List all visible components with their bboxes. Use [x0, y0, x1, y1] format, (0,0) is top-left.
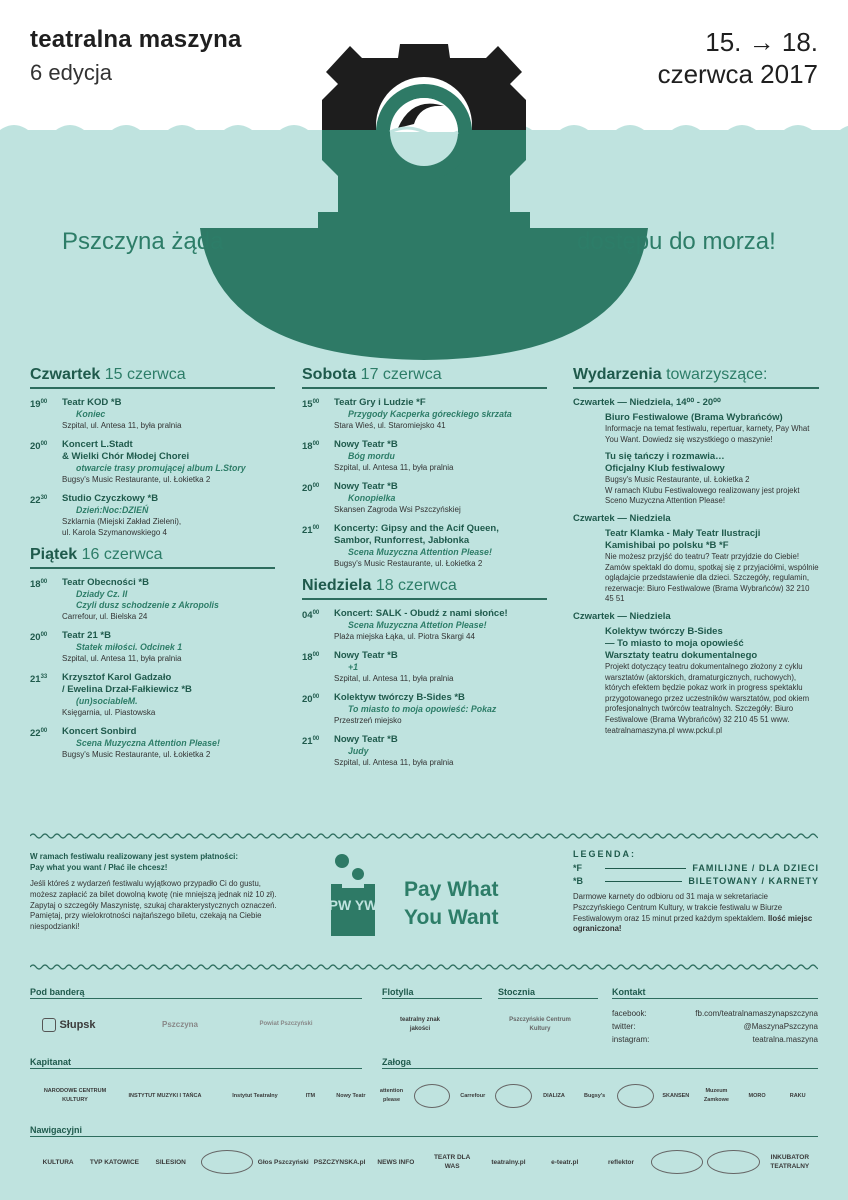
side-section-2: Czwartek — Niedziela [573, 512, 671, 524]
sponsor-logo [707, 1150, 759, 1174]
event-item [302, 692, 547, 726]
event-name: Nowy Teatr *B [334, 650, 398, 661]
side-block-title: Teatr Klamka - Mały Teatr Ilustracji Kamishibai po polsku *B *F [605, 527, 761, 551]
sponsor-heading: Załoga [382, 1057, 412, 1067]
sponsor-heading: Kapitanat [30, 1057, 72, 1067]
pay-info [30, 851, 280, 933]
dates-line2: czerwca 2017 [657, 59, 818, 89]
event-name: Studio Czyczkowy *B [62, 493, 159, 504]
sponsor-logo: Instytut Teatralny [232, 1092, 278, 1099]
event-name: Kolektyw twórczy B-Sides *B [334, 692, 465, 703]
sponsor-heading: Nawigacyjni [30, 1125, 83, 1135]
event-subtitle: Scena Muzyczna Attetion Please! [348, 620, 487, 630]
sponsor-logo [617, 1084, 654, 1108]
sponsor-logo: Nowy Teatr [336, 1092, 366, 1099]
day-name: Czwartek [30, 366, 101, 383]
contact-list [612, 1007, 818, 1046]
logo-pszczyna: Pszczyna [161, 1019, 199, 1029]
event-place: Plaża miejska Łąka, ul. Piotra Skargi 44 [334, 632, 475, 641]
sponsor-logo: INSTYTUT MUZYKI I TAŃCA [128, 1092, 202, 1099]
event-subtitle: Statek miłości. Odcinek 1 [76, 642, 183, 652]
event-time: $20^{00}$ [30, 632, 48, 644]
event-time: $18^{00}$ [30, 579, 48, 591]
sponsor-logo: SILESION [155, 1158, 186, 1166]
side-block-title: Kolektyw twórczy B-Sides — To miasto to moja opowieść Warsztaty teatru dokumentalnego [605, 625, 758, 661]
sponsor-logo: e-teatr.pl [551, 1158, 579, 1166]
legend-row-f [573, 863, 819, 873]
event-time: $20^{00}$ [302, 483, 320, 495]
event-place: Szklarnia (Miejski Zakład Zieleni), ul. Karola Szymanowskiego 4 [62, 517, 182, 537]
contact-twitter: twitter: @MaszynaPszczyna [612, 1022, 818, 1031]
sponsor-logo: ITM [305, 1092, 316, 1099]
event-place: Bugsy's Music Restaurante, ul. Łokietka 2 [62, 750, 211, 759]
sponsor-heading: Kontakt [612, 987, 646, 997]
edition: 6 edycja [30, 60, 112, 85]
sponsor-heading: Flotylla [382, 987, 414, 997]
side-heading [573, 366, 819, 389]
festival-title: teatralna maszyna [30, 26, 242, 53]
event-name: Koncert Sonbird [62, 726, 137, 737]
day-date: 17 czerwca [360, 366, 442, 383]
side-block-title: Tu się tańczy i rozmawia… Oficjalny Klub festiwalowy [605, 451, 725, 475]
saturday-events [302, 397, 547, 569]
event-item [30, 397, 275, 431]
legend-heading: LEGENDA: [573, 849, 636, 859]
sponsor-logo [651, 1150, 703, 1174]
event-time: $21^{00}$ [302, 736, 320, 748]
pwyw-line2: You Want [404, 906, 499, 929]
event-name: Koncerty: Gipsy and the Acif Queen, Sambor, Runforrest, Jabłonka [334, 523, 499, 546]
slogan-left: Pszczyna żąda [62, 228, 224, 255]
event-place: Szpital, ul. Antesa 11, była pralnia [334, 463, 454, 472]
day-name: Niedziela [302, 577, 372, 594]
event-time: $04^{00}$ [302, 610, 320, 622]
event-item [302, 608, 547, 642]
event-subtitle: Judy [348, 746, 369, 756]
day-date: 16 czerwca [81, 546, 163, 563]
legend-desc [573, 892, 819, 935]
twitter-link[interactable]: @MaszynaPszczyna [743, 1022, 818, 1031]
sponsor-logo: RAKU [789, 1092, 806, 1099]
event-place: Szpital, ul. Antesa 11, była pralnia [334, 758, 454, 767]
schedule-col-1 [30, 366, 275, 768]
sponsor-logo: KULTURA [42, 1158, 74, 1166]
event-time: $19^{00}$ [30, 399, 48, 411]
legend-row-b [573, 876, 819, 886]
event-place: Bugsy's Music Restaurante, ul. Łokietka 2 [334, 559, 483, 568]
wave-divider [30, 963, 818, 971]
logo-teatralny-znak: teatralny znak jakości [399, 1017, 441, 1032]
festival-dates [658, 26, 818, 90]
side-block-2 [573, 451, 819, 507]
slogan-right: dostępu do morza! [577, 228, 776, 255]
event-name: Teatr KOD *B [62, 397, 122, 408]
event-item [302, 650, 547, 684]
legend-desc-text: Darmowe karnety do odbioru od 31 maja w sekretariacie Pszczyńskiego Centrum Kultury, w trakcie festiwalu w Biurze Festiwalowym oraz 15 minut przed każdym spektaklem. [573, 892, 783, 923]
event-place: Przestrzeń miejsko [334, 716, 402, 725]
legend-value: BILETOWANY / KARNETY [688, 876, 819, 886]
pay-bold: W ramach festiwalu realizowany jest system płatności: Pay what you want / Płać ile chcesz! [30, 852, 239, 872]
day-name: Piątek [30, 546, 78, 563]
side-section-3: Czwartek — Niedziela [573, 610, 671, 622]
day-heading-friday [30, 546, 275, 569]
event-place: Bugsy's Music Restaurante, ul. Łokietka 2 [62, 475, 211, 484]
event-place: Szpital, ul. Antesa 11, była pralnia [62, 421, 182, 430]
sponsor-logo: teatralny.pl [491, 1158, 526, 1166]
event-time: $22^{00}$ [30, 728, 48, 740]
sponsor-logo: NEWS INFO [377, 1158, 415, 1166]
facebook-link[interactable]: fb.com/teatralnamaszynapszczyna [695, 1009, 818, 1018]
sponsor-logo: TVP KATOWICE [89, 1158, 139, 1166]
sponsor-logo: TEATR DLA WAS [433, 1154, 471, 1170]
wave-divider [30, 832, 818, 840]
sunday-events [302, 608, 547, 768]
day-name: Sobota [302, 366, 357, 383]
logo-slupsk: Słupsk [34, 1014, 104, 1036]
sponsor-logo: DIALIZA [543, 1092, 565, 1099]
event-place: Szpital, ul. Antesa 11, była pralnia [62, 654, 182, 663]
sponsor-logo [495, 1084, 532, 1108]
event-name: Nowy Teatr *B [334, 439, 398, 450]
logo-pck: Pszczyńskie Centrum Kultury [509, 1017, 571, 1032]
event-item [30, 439, 275, 485]
friday-events [30, 577, 275, 760]
dates-line1: 15. → 18. [705, 27, 818, 57]
sponsor-logo: Bugsy's [584, 1092, 606, 1099]
event-place: Carrefour, ul. Bielska 24 [62, 612, 148, 621]
side-block-desc: Bugsy's Music Restaurante, ul. Łokietka 2 W ramach Klubu Festiwalowego realizowany jest projekt Sceno Muzyczna Attention Please! [605, 475, 800, 506]
event-item [30, 493, 275, 538]
sponsor-logo: attention please [379, 1088, 404, 1103]
event-subtitle: To miasto to moja opowieść: Pokaz [348, 704, 497, 714]
legend [573, 849, 819, 935]
sponsor-logo: INKUBATOR TEATRALNY [770, 1154, 810, 1170]
side-block-desc: Projekt dotyczący teatru dokumentalnego złożony z cyklu warsztatów (aktorskich, dramaturgicznych, ruchowych), których efektem będzie pokaz work in progress spektaklu przygotowanego przez uczestników warsztatów, pod okiem profesjonalnych twórców teatralnych. Szczegóły: Biuro Festiwalowe (Brama Wybrańców) 32 210 45 51 www. teatralnamaszyna.pl www.pckul.pl [605, 661, 810, 735]
side-heading-rest: towarzyszące: [666, 366, 768, 383]
side-section-1: Czwartek — Niedziela, 14⁰⁰ - 20⁰⁰ [573, 397, 721, 408]
event-time: $22^{30}$ [30, 495, 48, 507]
event-place: Szpital, ul. Antesa 11, była pralnia [334, 674, 454, 683]
event-name: Nowy Teatr *B [334, 734, 398, 745]
sponsor-heading: Pod banderą [30, 987, 85, 997]
pwyw-title [404, 876, 499, 932]
event-item [302, 439, 547, 473]
event-item [302, 481, 547, 515]
event-name: Krzysztof Karol Gadzało / Ewelina Drzał-Fałkiewicz *B [62, 672, 192, 695]
side-events [573, 366, 819, 742]
event-item [30, 577, 275, 622]
event-time: $18^{00}$ [302, 652, 320, 664]
sponsor-heading: Stocznia [498, 987, 536, 997]
logo-powiat: Powiat Pszczyński [259, 1020, 313, 1027]
event-place: Księgarnia, ul. Piastowska [62, 708, 156, 717]
event-name: Teatr Gry i Ludzie *F [334, 397, 426, 408]
sponsor-logo: MORO [748, 1092, 766, 1099]
event-time: $18^{00}$ [302, 441, 320, 453]
sponsor-logo [414, 1084, 451, 1108]
sponsor-logo: NARODOWE CENTRUM KULTURY [43, 1088, 107, 1103]
side-heading-bold: Wydarzenia [573, 366, 662, 383]
pwyw-logo-icon [329, 854, 379, 936]
event-subtitle: Konopielka [348, 493, 396, 503]
event-name: Koncert L.Stadt & Wielki Chór Młodej Chorei [62, 439, 190, 462]
event-time: $20^{00}$ [302, 694, 320, 706]
day-date: 15 czerwca [104, 366, 186, 383]
event-place: Skansen Zagroda Wsi Pszczyńskiej [334, 505, 461, 514]
side-block-3 [573, 528, 819, 605]
event-subtitle: Przygody Kacperka góreckiego skrzata [348, 409, 512, 419]
event-time: $20^{00}$ [30, 441, 48, 453]
day-heading-saturday [302, 366, 547, 389]
event-subtitle: Bóg mordu [348, 451, 395, 461]
sponsor-logo: PSZCZYNSKA.pl [313, 1158, 366, 1166]
day-date: 18 czerwca [375, 577, 457, 594]
submarine-icon [200, 84, 648, 360]
event-time: $15^{00}$ [302, 399, 320, 411]
side-block-1 [573, 412, 819, 445]
event-subtitle: (un)sociableM. [76, 696, 138, 706]
sponsor-logo: Carrefour [460, 1092, 486, 1099]
contact-instagram: instagram: teatralna.maszyna [612, 1035, 818, 1044]
event-item [302, 397, 547, 431]
event-item [30, 726, 275, 760]
event-name: Teatr Obecności *B [62, 577, 149, 588]
sponsor-logo: reflektor [607, 1158, 634, 1166]
event-name: Koncert: SALK - Obudź z nami słońce! [334, 608, 508, 619]
event-subtitle: +1 [348, 662, 359, 672]
event-subtitle: Scena Muzyczna Attention Please! [76, 738, 220, 748]
event-item [302, 523, 547, 569]
sponsor-logo: Muzeum Zamkowe [703, 1088, 729, 1103]
event-time: $21^{33}$ [30, 674, 48, 686]
event-time: $21^{00}$ [302, 525, 320, 537]
event-subtitle: Dziady Cz. II Czyli dusz schodzenie z Akropolis [76, 589, 219, 610]
schedule-col-2 [302, 366, 547, 776]
legend-key: *F [573, 863, 582, 873]
day-heading-thursday [30, 366, 275, 389]
event-item [30, 630, 275, 664]
legend-desc-bold: Ilość miejsc ograniczona! [573, 913, 813, 934]
side-block-4 [573, 626, 819, 736]
sponsor-logo [201, 1150, 253, 1174]
pwyw-top: PW YW [328, 897, 378, 913]
contact-facebook: facebook: fb.com/teatralnamaszynapszczyna [612, 1009, 818, 1018]
pay-desc: Jeśli któreś z wydarzeń festiwalu wyjątkowo przypadło Ci do gustu, możesz zapłacić za bilet dowolną kwotę (nie mniejszą jednak niż 10 zł). Zapytaj o szczegóły Maszynistę, szukaj charakterystycznych oznaczeń. Pamiętaj, przy wielokrotności najtańszego biletu, czekają na Ciebie niespodzianki! [30, 879, 277, 932]
side-block-desc: Nie możesz przyjść do teatru? Teatr przyjdzie do Ciebie! Zamów spektakl do domu, spotkaj się z przyjaciółmi, wspólnie oglądajcie przedstawienie dla dzieci. Szczegóły, regulamin, rezerwacje: Biuro Festiwalowe (Brama Wybrańców) 32 210 45 51 [605, 551, 819, 604]
sponsor-logo: Głos Pszczyński [257, 1158, 309, 1166]
day-heading-sunday [302, 577, 547, 600]
event-place: Stara Wieś, ul. Staromiejsko 41 [334, 421, 446, 430]
event-subtitle: otwarcie trasy promującej album L.Story [76, 463, 246, 473]
event-item [302, 734, 547, 768]
event-subtitle: Dzień:Noc:DZIEŃ [76, 505, 149, 515]
instagram-link[interactable]: teatralna.maszyna [752, 1035, 818, 1044]
event-name: Nowy Teatr *B [334, 481, 398, 492]
pwyw-line1: Pay What [404, 878, 499, 901]
legend-value: FAMILIJNE / DLA DZIECI [692, 863, 819, 873]
side-block-title: Biuro Festiwalowe (Brama Wybrańców) [605, 412, 783, 423]
event-name: Teatr 21 *B [62, 630, 111, 641]
event-subtitle: Koniec [76, 409, 106, 419]
event-subtitle: Scena Muzyczna Attention Please! [348, 547, 492, 557]
sponsor-logo: SKANSEN [662, 1092, 690, 1099]
event-item [30, 672, 275, 718]
thursday-events [30, 397, 275, 538]
side-block-desc: Informacje na temat festiwalu, repertuar, karnety, Pay What You Want. Dowiedz się wszystkiego o maszynie! [605, 424, 810, 444]
legend-key: *B [573, 876, 584, 886]
